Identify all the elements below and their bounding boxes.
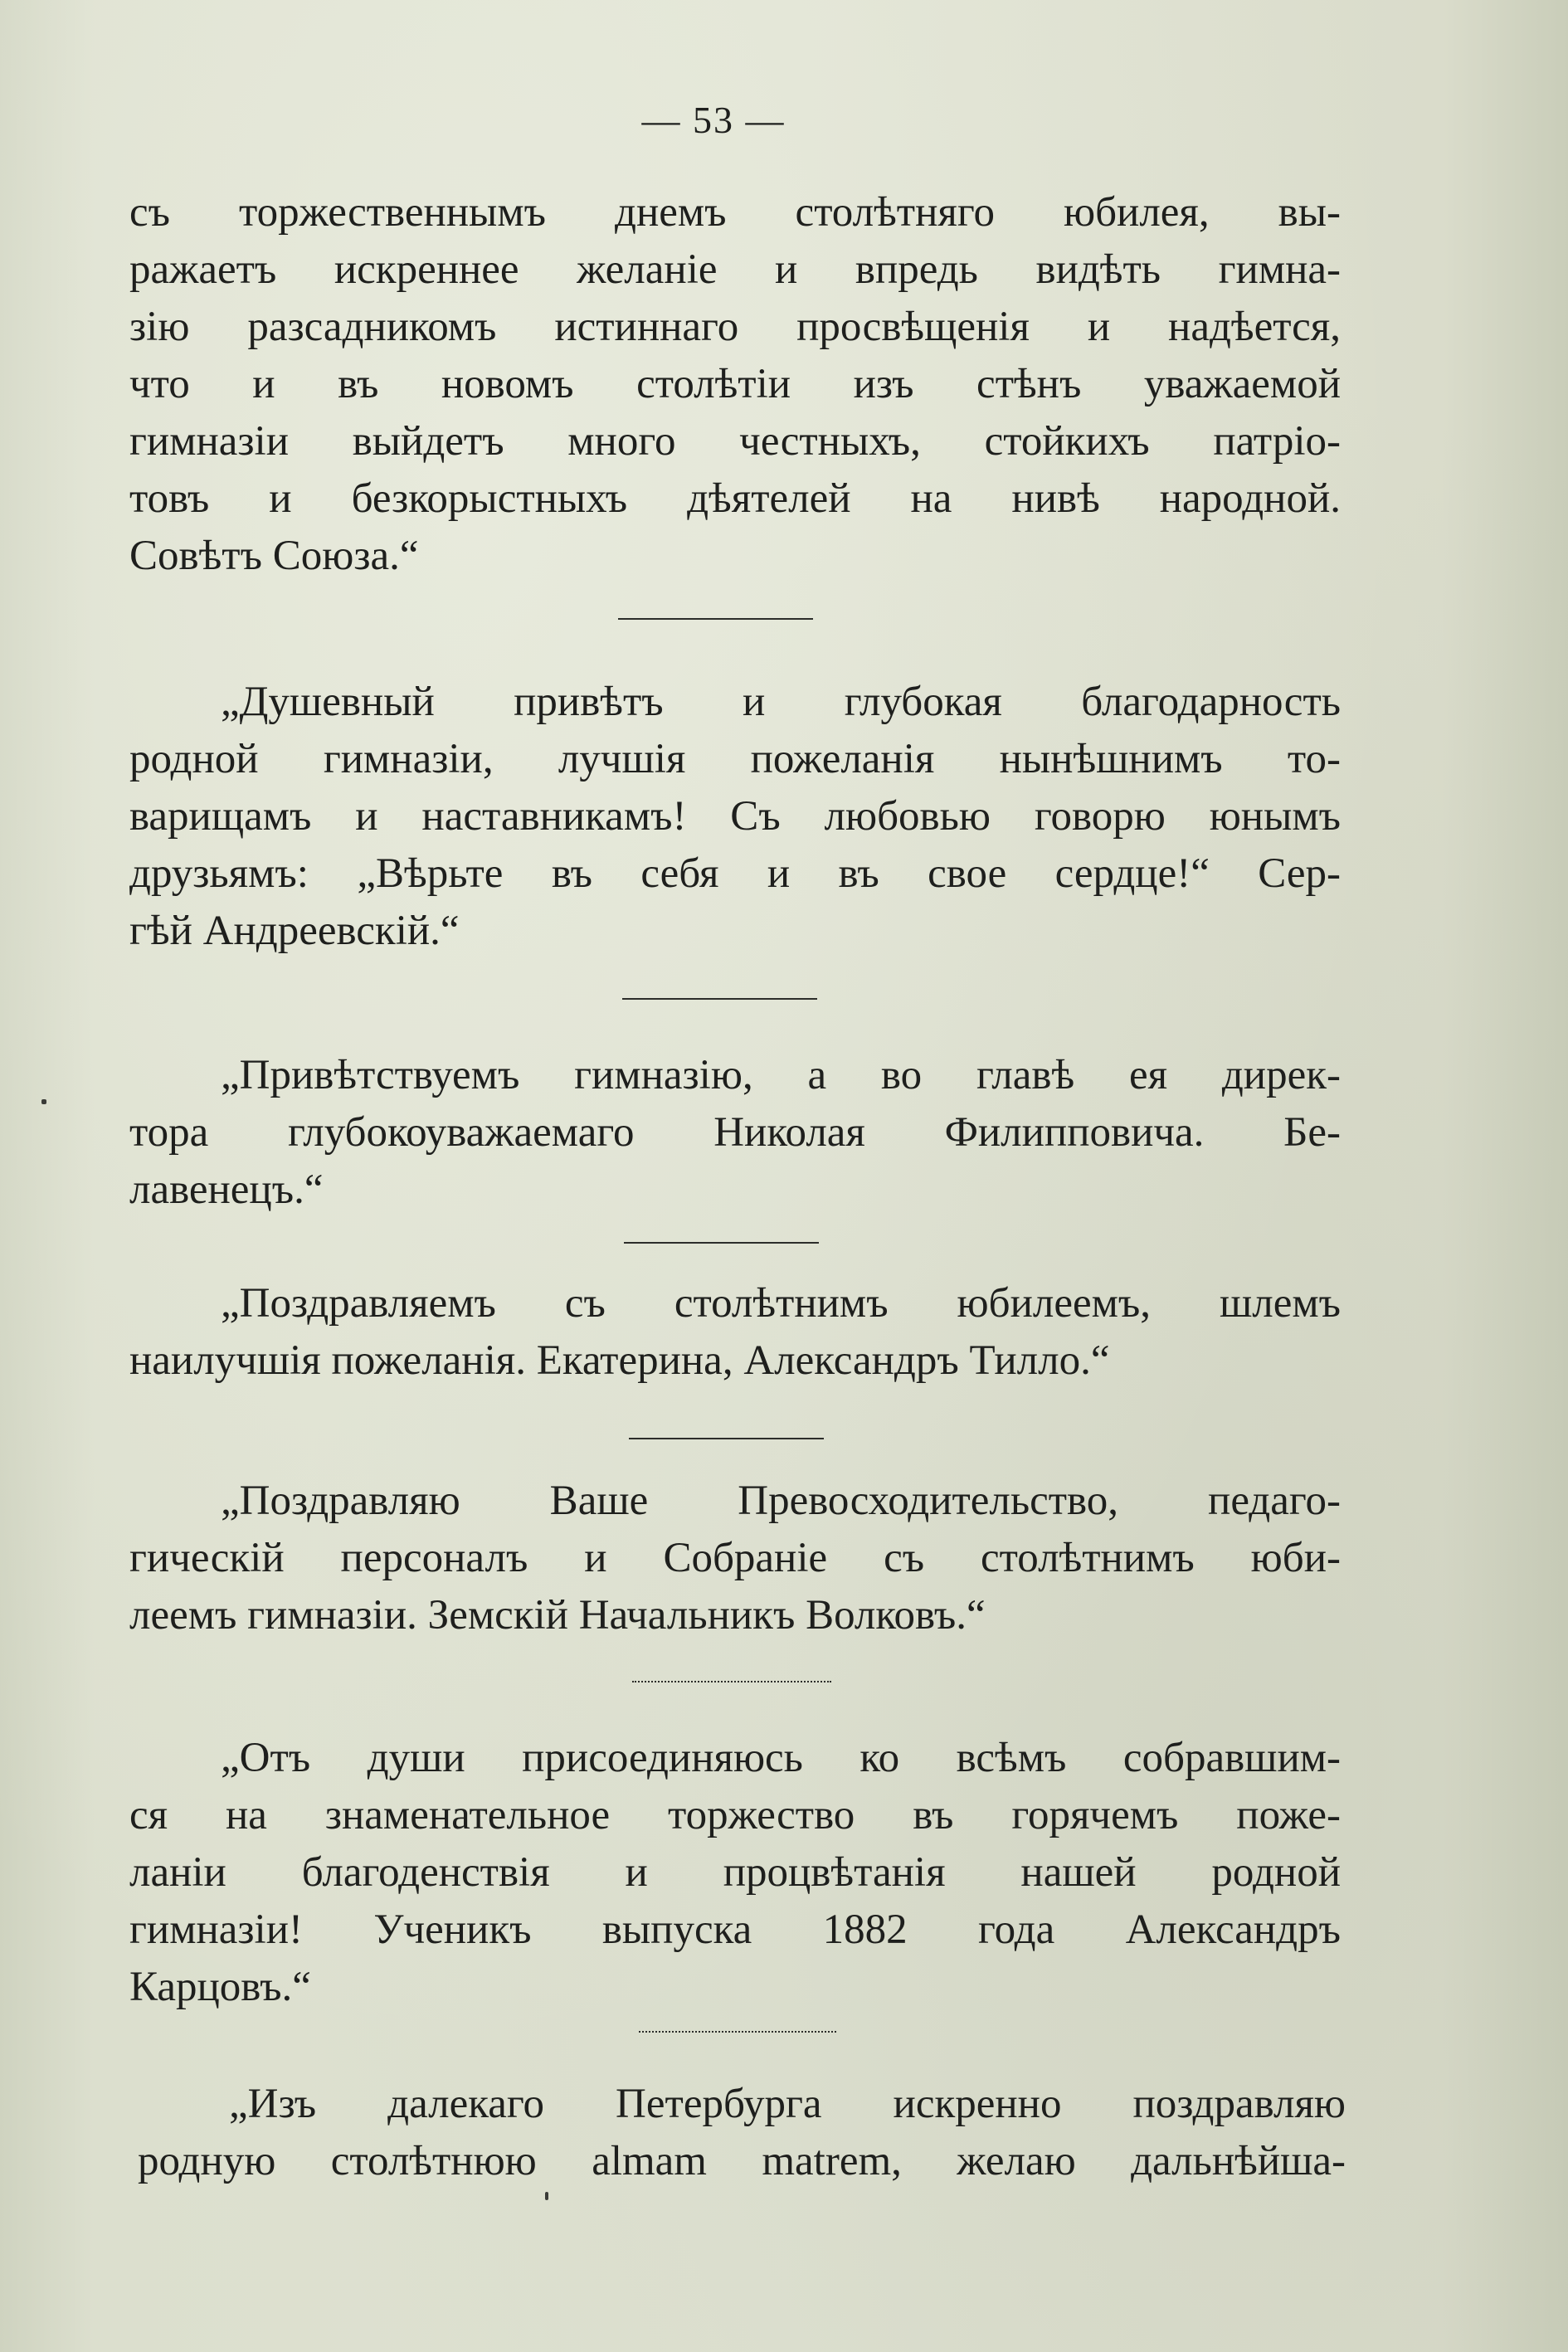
- text-line: тора глубокоуважаемаго Николая Филипповича. Бе-: [129, 1109, 1341, 1156]
- text-line: „Привѣтствуемъ гимназію, а во главѣ ея дирек-: [221, 1052, 1341, 1098]
- text-line: „Отъ души присоединяюсь ко всѣмъ собравшим-: [221, 1735, 1341, 1781]
- text-line: лавенецъ.“: [129, 1166, 324, 1213]
- ink-speck: [545, 2192, 548, 2200]
- section-divider: [629, 1438, 824, 1439]
- text-line: товъ и безкорыстныхъ дѣятелей на нивѣ народной.: [129, 475, 1341, 522]
- page-number: — 53 —: [641, 99, 786, 141]
- text-line: друзьямъ: „Вѣрьте въ себя и въ свое сердце!“ Сер-: [129, 850, 1341, 897]
- section-divider: [624, 1242, 819, 1244]
- section-divider: [639, 2031, 836, 2033]
- section-divider: [632, 1681, 831, 1682]
- text-line: „Душевный привѣтъ и глубокая благодарность: [221, 679, 1341, 725]
- text-line: варищамъ и наставникамъ! Съ любовью говорю юнымъ: [129, 793, 1341, 840]
- paragraph-union-council: [129, 184, 1341, 585]
- text-line: „Изъ далекаго Петербурга искренно поздравляю: [229, 2081, 1346, 2127]
- text-line: зію разсадникомъ истиннаго просвѣщенія и надѣется,: [129, 304, 1341, 350]
- text-line: гическій персоналъ и Собраніе съ столѣтнимъ юби-: [129, 1535, 1341, 1581]
- text-line: ся на знаменательное торжество въ горячемъ поже-: [129, 1792, 1341, 1838]
- text-line: родную столѣтнюю almam matrem, желаю дальнѣйша-: [138, 2138, 1346, 2184]
- paragraph-andreevsky: [129, 674, 1341, 960]
- paragraph-kartsov: [129, 1730, 1341, 2016]
- text-line: ражаетъ искреннее желаніе и впредь видѣть гимна-: [129, 246, 1341, 293]
- text-line: наилучшія пожеланія. Екатерина, Александръ Тилло.“: [129, 1337, 1110, 1384]
- text-line: „Поздравляю Ваше Превосходительство, педаго-: [221, 1478, 1341, 1524]
- text-line: Карцовъ.“: [129, 1964, 311, 2010]
- text-line: что и въ новомъ столѣтіи изъ стѣнъ уважаемой: [129, 361, 1341, 407]
- text-line: гѣй Андреевскій.“: [129, 908, 460, 954]
- paragraph-director-greeting: [129, 1047, 1341, 1219]
- text-line: съ торжественнымъ днемъ столѣтняго юбилея, вы-: [129, 189, 1341, 236]
- paragraph-petersburg: [138, 2076, 1346, 2190]
- text-line: ланіи благоденствія и процвѣтанія нашей родной: [129, 1849, 1341, 1896]
- paragraph-tillo: [129, 1275, 1341, 1390]
- section-divider: [618, 618, 813, 620]
- text-line: леемъ гимназіи. Земскій Начальникъ Волковъ.“: [129, 1592, 986, 1639]
- section-divider: [622, 998, 817, 1000]
- paragraph-volkov: [129, 1473, 1341, 1644]
- text-line: гимназіи выйдетъ много честныхъ, стойкихъ патріо-: [129, 418, 1341, 465]
- text-line: родной гимназіи, лучшія пожеланія нынѣшнимъ то-: [129, 736, 1341, 782]
- text-line: „Поздравляемъ съ столѣтнимъ юбилеемъ, шлемъ: [221, 1280, 1341, 1327]
- ink-speck: [41, 1099, 46, 1104]
- text-line: гимназіи! Ученикъ выпуска 1882 года Александръ: [129, 1906, 1341, 1953]
- text-line: Совѣтъ Союза.“: [129, 533, 419, 579]
